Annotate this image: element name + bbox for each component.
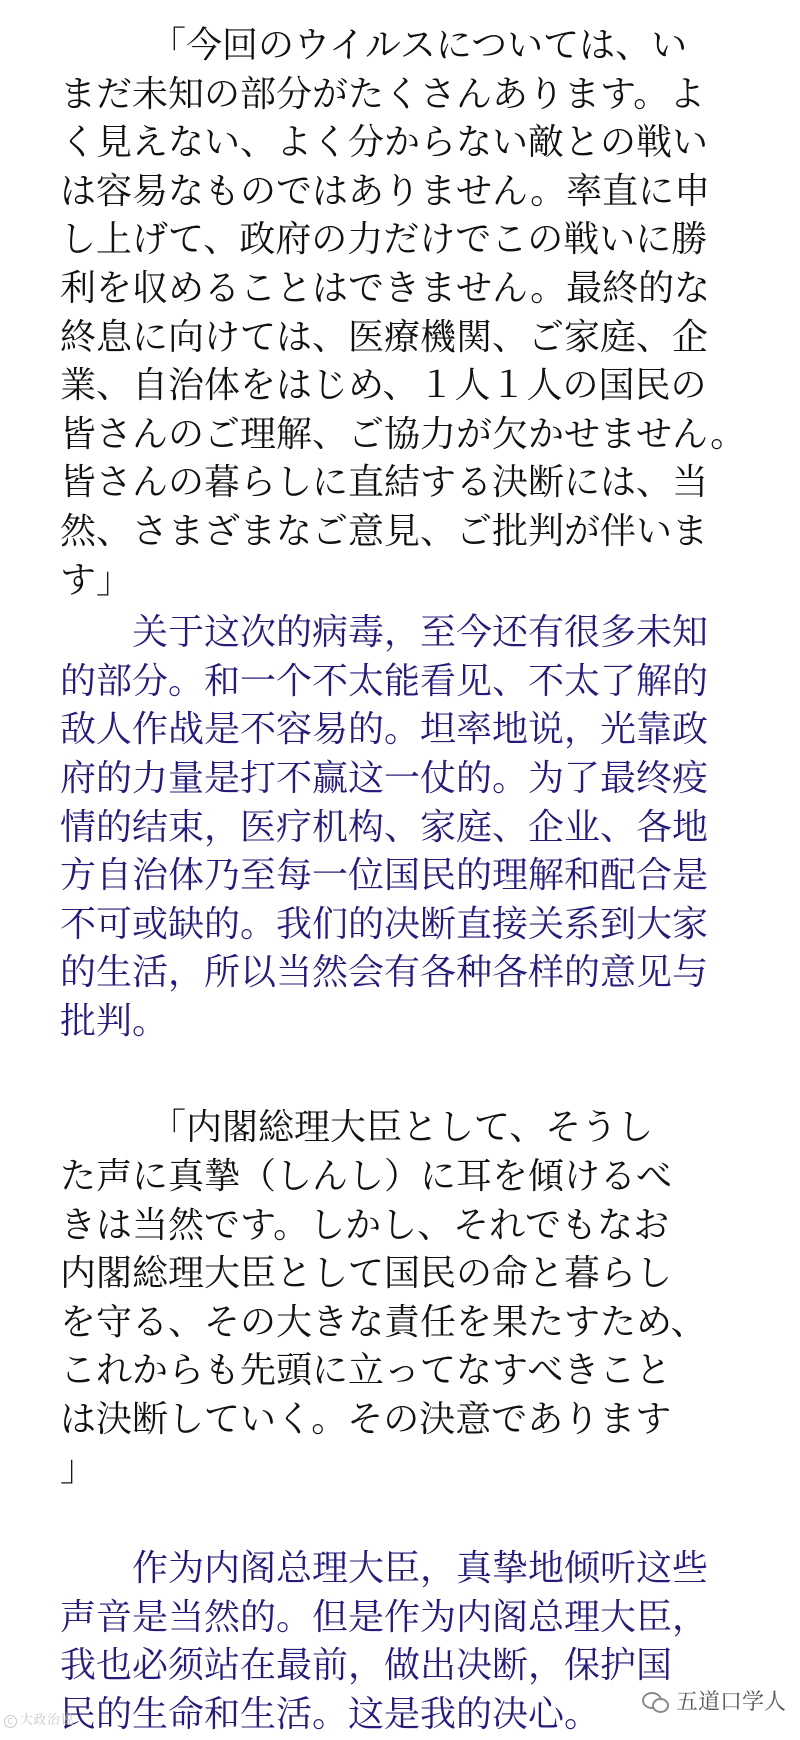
text-line: 内閣総理大臣として国民の命と暮らし [60,1253,673,1295]
text-line: 作为内阁总理大臣，真挚地倾听这些 [60,1548,709,1590]
text-line: 的部分。和一个不太能看见、不太了解的 [60,660,709,702]
text-line: は容易なものではありません。率直に申 [60,170,711,212]
chinese-translation-1 [60,609,750,1046]
text-line: 我也必须站在最前，做出决断，保护国 [60,1645,673,1687]
text-line: 敌人作战是不容易的。坦率地说，光靠政 [60,709,709,751]
japanese-quote-1 [60,22,750,605]
text-line: 不可或缺的。我们的决断直接关系到大家 [60,903,709,945]
text-line: は決断していく。その決意であります [60,1399,672,1441]
text-line: 「今回のウイルスについては、い [60,25,688,66]
watermark-right-text: 五道口学人 [675,1690,786,1715]
text-line: 」 [60,1447,97,1489]
text-line: 关于这次的病毒，至今还有很多未知 [60,612,709,654]
watermark-right [642,1685,786,1716]
japanese-quote-2 [60,1104,750,1493]
text-line: く見えない、よく分からない敵との戦い [60,122,709,164]
text-line: し上げて、政府の力だけでこの戦いに勝 [60,219,708,261]
text-line: まだ未知の部分がたくさんあります。よ [60,73,706,115]
text-line: 府的力量是打不赢这一仗的。为了最终疫 [60,757,709,799]
text-line: 方自治体乃至每一位国民的理解和配合是 [60,855,709,897]
text-line: 批判。 [60,1000,169,1042]
text-line: 「内閣総理大臣として、そうし [60,1107,654,1149]
text-line: 終息に向けては、医療機関、ご家庭、企 [60,316,709,358]
text-line: た声に真摯（しんし）に耳を傾けるべ [60,1156,673,1198]
watermark-left [4,1709,74,1728]
text-line: す」 [60,559,133,601]
text-line: 声音是当然的。但是作为内阁总理大臣， [60,1596,709,1638]
text-line: 皆さんの暮らしに直結する決断には、当 [60,462,709,504]
text-line: を守る、その大きな責任を果たすため、 [60,1301,707,1343]
text-line: きは当然です。しかし、それでもなお [60,1204,670,1246]
text-line: 情的结束，医疗机构、家庭、企业、各地 [60,806,709,848]
text-line: これからも先頭に立ってなすべきこと [60,1350,672,1392]
text-line: 皆さんのご理解、ご協力が欠かせません。 [60,413,747,455]
text-line: 業、自治体をはじめ、１人１人の国民の [60,365,707,407]
wechat-icon [642,1690,668,1712]
text-line: 的生活，所以当然会有各种各样的意见与 [60,952,709,994]
text-line: 利を収めることはできません。最終的な [60,267,711,309]
watermark-left-text: 大政治说 [20,1713,75,1728]
copyright-icon: C [4,1715,17,1728]
text-line: 民的生命和生活。这是我的决心。 [60,1694,601,1735]
document-body [60,22,750,1740]
text-line: 然、さまざまなご意見、ご批判が伴いま [60,510,709,552]
